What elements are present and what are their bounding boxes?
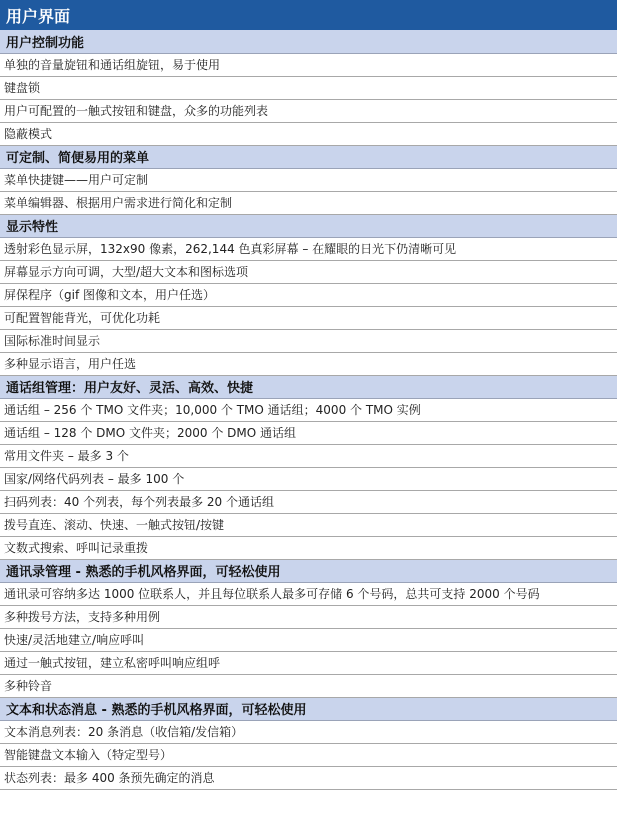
feature-text: 通话组 – 256 个 TMO 文件夹；10,000 个 TMO 通话组；4000 个 TMO 实例: [0, 398, 617, 421]
feature-row: [0, 743, 617, 766]
feature-text: 多种显示语言，用户任选: [0, 352, 617, 375]
feature-text: 文数式搜索、呼叫记录重拨: [0, 536, 617, 559]
section-heading: 文本和状态消息 - 熟悉的手机风格界面，可轻松使用: [0, 697, 617, 720]
feature-text: 国际标准时间显示: [0, 329, 617, 352]
feature-row: [0, 720, 617, 743]
feature-text: 通过一触式按钮，建立私密呼叫响应组呼: [0, 651, 617, 674]
feature-text: 透射彩色显示屏，132x90 像素，262,144 色真彩屏幕 – 在耀眼的日光下仍清晰可见: [0, 237, 617, 260]
section-header-row: [0, 30, 617, 53]
feature-text: 文本消息列表：20 条消息（收信箱/发信箱）: [0, 720, 617, 743]
feature-row: [0, 674, 617, 697]
table-title-row: [0, 0, 617, 30]
feature-row: [0, 605, 617, 628]
feature-text: 扫码列表：40 个列表，每个列表最多 20 个通话组: [0, 490, 617, 513]
feature-text: 屏保程序（gif 图像和文本，用户任选）: [0, 283, 617, 306]
feature-text: 通讯录可容纳多达 1000 位联系人，并且每位联系人最多可存储 6 个号码，总共可支持 2000 个号码: [0, 582, 617, 605]
feature-row: [0, 467, 617, 490]
feature-row: [0, 283, 617, 306]
feature-row: [0, 168, 617, 191]
feature-row: [0, 536, 617, 559]
feature-text: 通话组 – 128 个 DMO 文件夹；2000 个 DMO 通话组: [0, 421, 617, 444]
feature-row: [0, 191, 617, 214]
feature-row: [0, 513, 617, 536]
section-header-row: [0, 214, 617, 237]
table-title: 用户界面: [6, 6, 71, 26]
feature-text: 多种拨号方法，支持多种用例: [0, 605, 617, 628]
feature-row: [0, 76, 617, 99]
section-header-row: [0, 697, 617, 720]
section-heading: 用户控制功能: [0, 30, 617, 53]
feature-row: [0, 99, 617, 122]
feature-text: 用户可配置的一触式按钮和键盘，众多的功能列表: [0, 99, 617, 122]
feature-text: 键盘锁: [0, 76, 617, 99]
feature-text: 状态列表：最多 400 条预先确定的消息: [0, 766, 617, 789]
feature-row: [0, 122, 617, 145]
section-header-row: [0, 145, 617, 168]
feature-text: 菜单编辑器、根据用户需求进行简化和定制: [0, 191, 617, 214]
feature-row: [0, 53, 617, 76]
feature-row: [0, 398, 617, 421]
feature-text: 多种铃音: [0, 674, 617, 697]
feature-row: [0, 260, 617, 283]
feature-row: [0, 352, 617, 375]
section-heading: 通话组管理：用户友好、灵活、高效、快捷: [0, 375, 617, 398]
feature-text: 智能键盘文本输入（特定型号）: [0, 743, 617, 766]
feature-row: [0, 444, 617, 467]
section-heading: 可定制、简便易用的菜单: [0, 145, 617, 168]
feature-text: 常用文件夹 – 最多 3 个: [0, 444, 617, 467]
feature-text: 国家/网络代码列表 – 最多 100 个: [0, 467, 617, 490]
feature-row: [0, 628, 617, 651]
feature-row: [0, 421, 617, 444]
feature-row: [0, 237, 617, 260]
section-header-row: [0, 375, 617, 398]
feature-row: [0, 329, 617, 352]
section-header-row: [0, 559, 617, 582]
feature-text: 快速/灵活地建立/响应呼叫: [0, 628, 617, 651]
feature-text: 屏幕显示方向可调，大型/超大文本和图标选项: [0, 260, 617, 283]
feature-text: 可配置智能背光，可优化功耗: [0, 306, 617, 329]
feature-row: [0, 306, 617, 329]
feature-text: 菜单快捷键——用户可定制: [0, 168, 617, 191]
section-heading: 显示特性: [0, 214, 617, 237]
feature-row: [0, 766, 617, 789]
section-heading: 通讯录管理 - 熟悉的手机风格界面，可轻松使用: [0, 559, 617, 582]
feature-text: 单独的音量旋钮和通话组旋钮，易于使用: [0, 53, 617, 76]
feature-row: [0, 582, 617, 605]
feature-row: [0, 651, 617, 674]
feature-text: 隐蔽模式: [0, 122, 617, 145]
feature-row: [0, 490, 617, 513]
feature-text: 拨号直连、滚动、快速、一触式按钮/按键: [0, 513, 617, 536]
